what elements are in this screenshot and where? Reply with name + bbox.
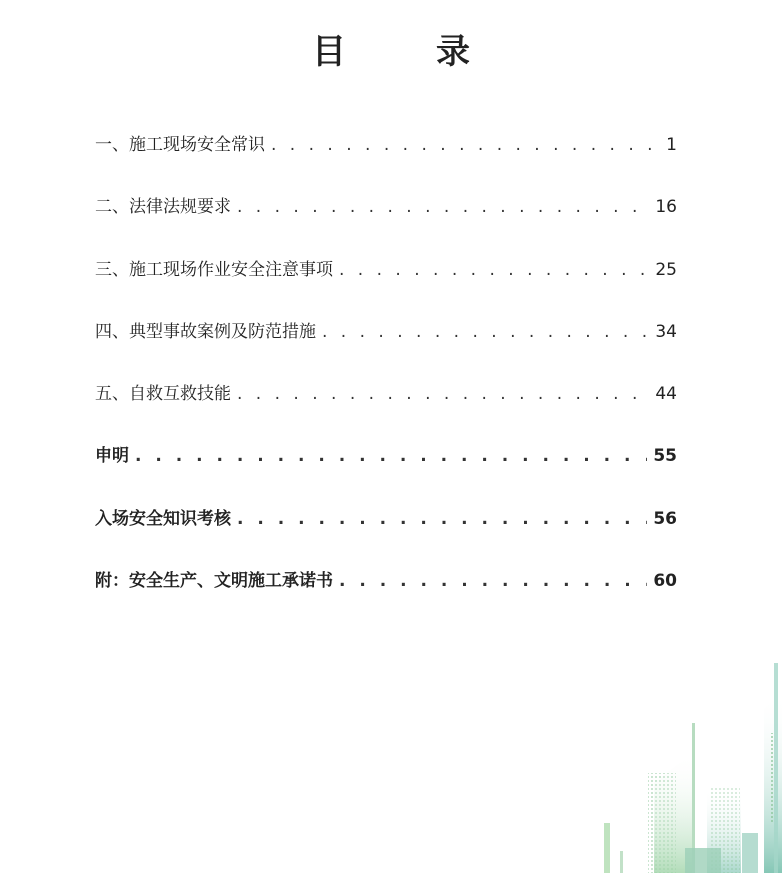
toc-entry-label: 五、自救互救技能 [95,384,231,405]
toc-entry-page: 44 [655,384,677,405]
toc-entry-page: 25 [655,259,677,280]
toc-entry-label: 四、典型事故案例及防范措施 [95,321,316,342]
toc-entry-page: 34 [655,321,677,342]
toc-entry-label: 三、施工现场作业安全注意事项 [95,259,333,280]
toc-entry-page: 60 [653,571,677,592]
page-title: 目 录 [312,32,498,72]
table-of-contents [95,130,677,628]
toc-entry-page: 56 [653,508,677,529]
city-skyline-decoration [542,663,782,873]
toc-leader-dots [237,384,649,404]
toc-leader-dots [135,446,647,466]
toc-entry-label: 二、法律法规要求 [95,197,231,218]
skyline-tower [769,733,773,823]
toc-entry-8[interactable] [95,566,677,628]
toc-entry-page: 1 [666,135,677,155]
toc-entry-5[interactable] [95,379,677,441]
toc-leader-dots [339,571,647,591]
toc-leader-dots [339,260,649,280]
toc-entry-7[interactable] [95,504,677,566]
toc-leader-dots [271,135,660,155]
toc-entry-1[interactable] [95,130,677,192]
toc-entry-label: 入场安全知识考核 [95,508,231,529]
toc-entry-2[interactable] [95,192,677,254]
toc-leader-dots [322,322,649,342]
toc-leader-dots [237,197,649,217]
toc-entry-page: 55 [653,446,677,467]
skyline-tower [604,823,610,873]
skyline-tower [774,663,778,873]
toc-entry-6[interactable] [95,441,677,503]
toc-entry-4[interactable] [95,317,677,379]
toc-entry-label: 附：安全生产、文明施工承诺书 [95,571,333,592]
toc-entry-page: 16 [655,197,677,218]
skyline-tower [742,833,758,873]
toc-entry-label: 一、施工现场安全常识 [95,135,265,155]
toc-entry-3[interactable] [95,255,677,317]
skyline-tower [685,848,721,873]
skyline-tower [620,851,623,873]
toc-leader-dots [237,509,647,529]
toc-entry-label: 申明 [95,446,129,467]
